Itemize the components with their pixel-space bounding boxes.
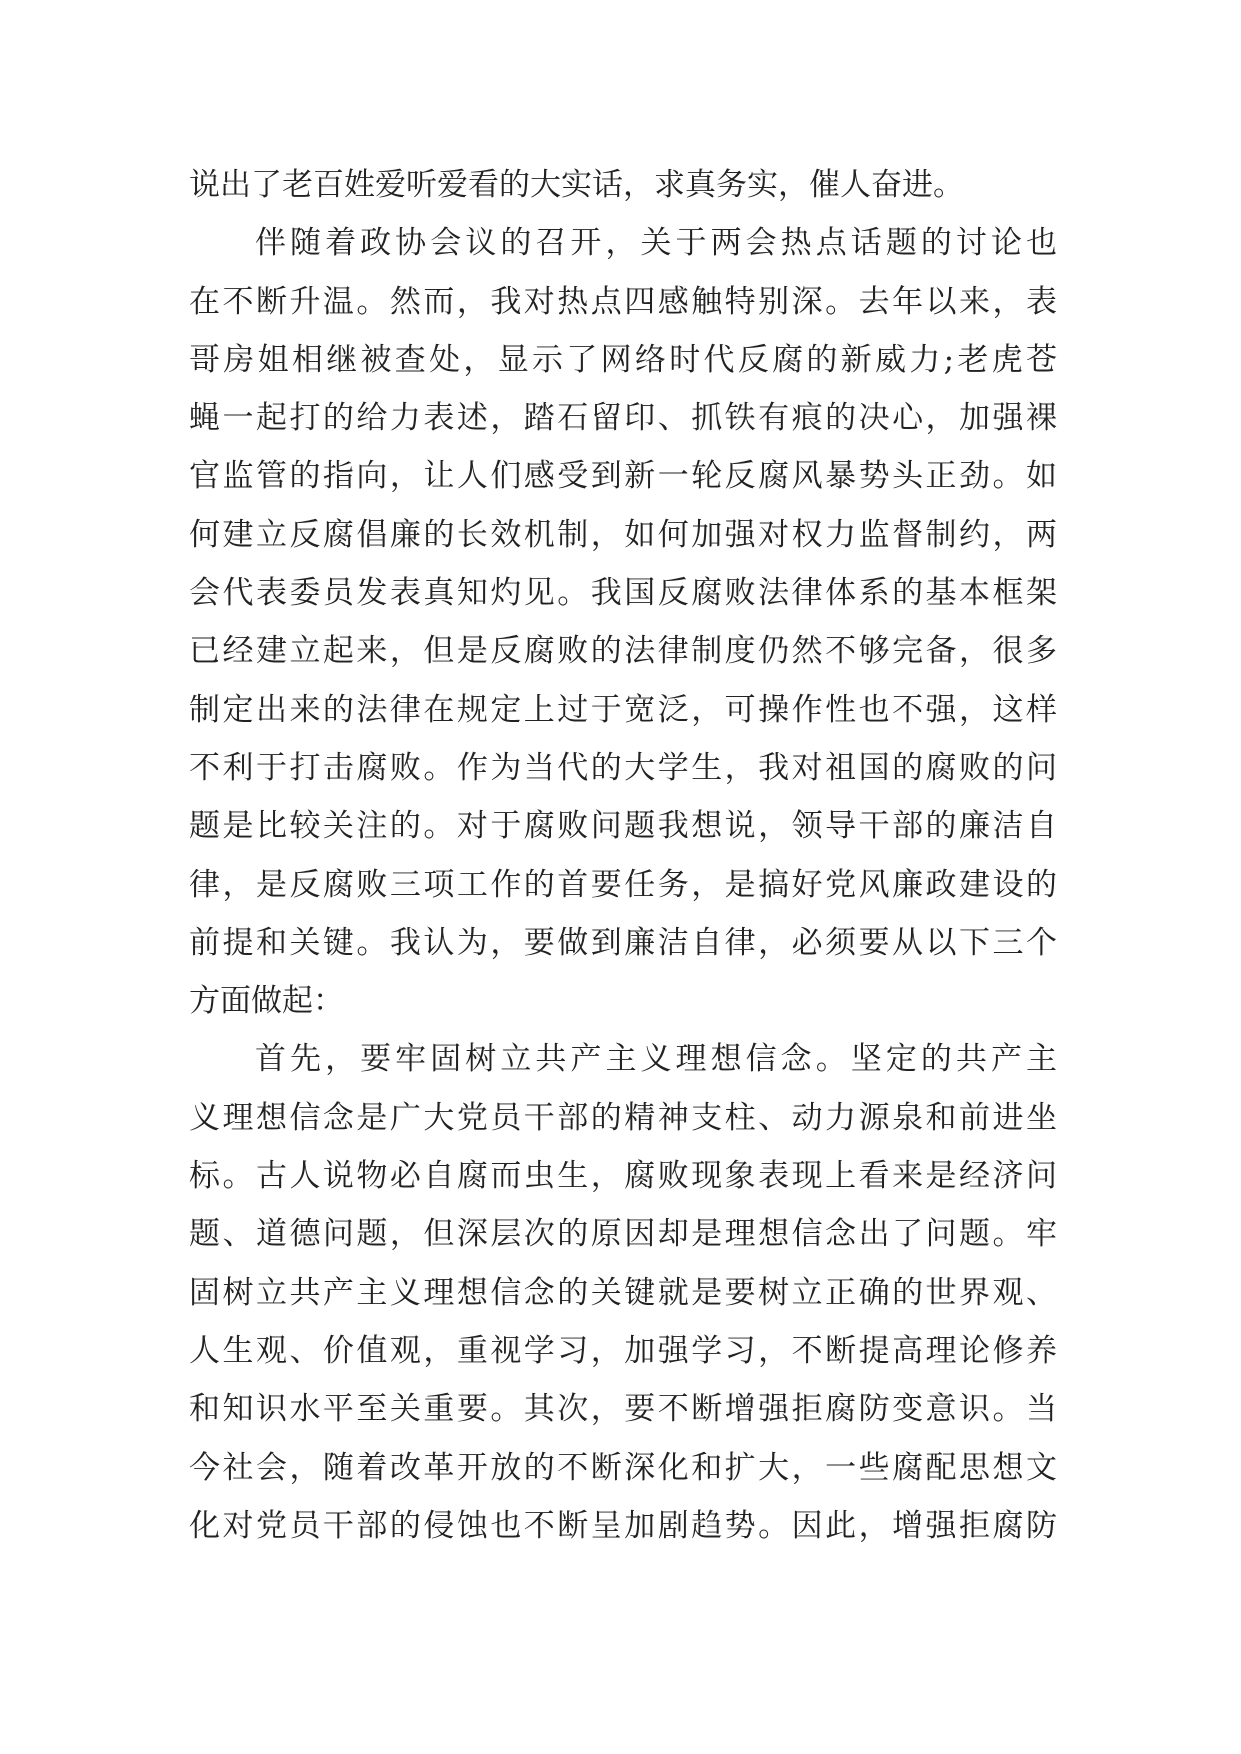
text-line: 前提和关键。我认为，要做到廉洁自律，必须要从以下三个 [189,924,1057,961]
text-line: 何建立反腐倡廉的长效机制，如何加强对权力监督制约，两 [189,516,1057,553]
text-line: 首先，要牢固树立共产主义理想信念。坚定的共产主 [255,1041,1057,1078]
text-line: 人生观、价值观，重视学习，加强学习，不断提高理论修养 [189,1332,1057,1369]
text-line: 哥房姐相继被查处，显示了网络时代反腐的新威力;老虎苍 [189,341,1057,378]
text-line: 今社会，随着改革开放的不断深化和扩大，一些腐配思想文 [189,1449,1057,1486]
text-line: 方面做起： [189,983,344,1020]
text-line: 题、道德问题，但深层次的原因却是理想信念出了问题。牢 [189,1216,1057,1253]
text-line: 伴随着政协会议的召开，关于两会热点话题的讨论也 [255,225,1057,262]
text-line: 在不断升温。然而，我对热点四感触特别深。去年以来，表 [189,283,1057,320]
text-line: 和知识水平至关重要。其次，要不断增强拒腐防变意识。当 [189,1391,1057,1428]
text-line: 官监管的指向，让人们感受到新一轮反腐风暴势头正劲。如 [189,458,1057,495]
text-line: 义理想信念是广大党员干部的精神支柱、动力源泉和前进坐 [189,1099,1057,1136]
text-line: 不利于打击腐败。作为当代的大学生，我对祖国的腐败的问 [189,749,1057,786]
text-line: 已经建立起来，但是反腐败的法律制度仍然不够完备，很多 [189,633,1057,670]
text-line: 制定出来的法律在规定上过于宽泛，可操作性也不强，这样 [189,691,1057,728]
text-line: 标。古人说物必自腐而虫生，腐败现象表现上看来是经济问 [189,1158,1057,1195]
text-line: 固树立共产主义理想信念的关键就是要树立正确的世界观、 [189,1274,1057,1311]
text-line: 蝇一起打的给力表述，踏石留印、抓铁有痕的决心，加强裸 [189,400,1057,437]
text-line: 化对党员干部的侵蚀也不断呈加剧趋势。因此，增强拒腐防 [189,1507,1057,1544]
text-line: 会代表委员发表真知灼见。我国反腐败法律体系的基本框架 [189,575,1057,612]
text-line: 律，是反腐败三项工作的首要任务，是搞好党风廉政建设的 [189,866,1057,903]
text-line: 题是比较关注的。对于腐败问题我想说，领导干部的廉洁自 [189,808,1057,845]
text-line: 说出了老百姓爱听爱看的大实话，求真务实，催人奋进。 [189,167,964,203]
document-body [189,156,1057,1555]
